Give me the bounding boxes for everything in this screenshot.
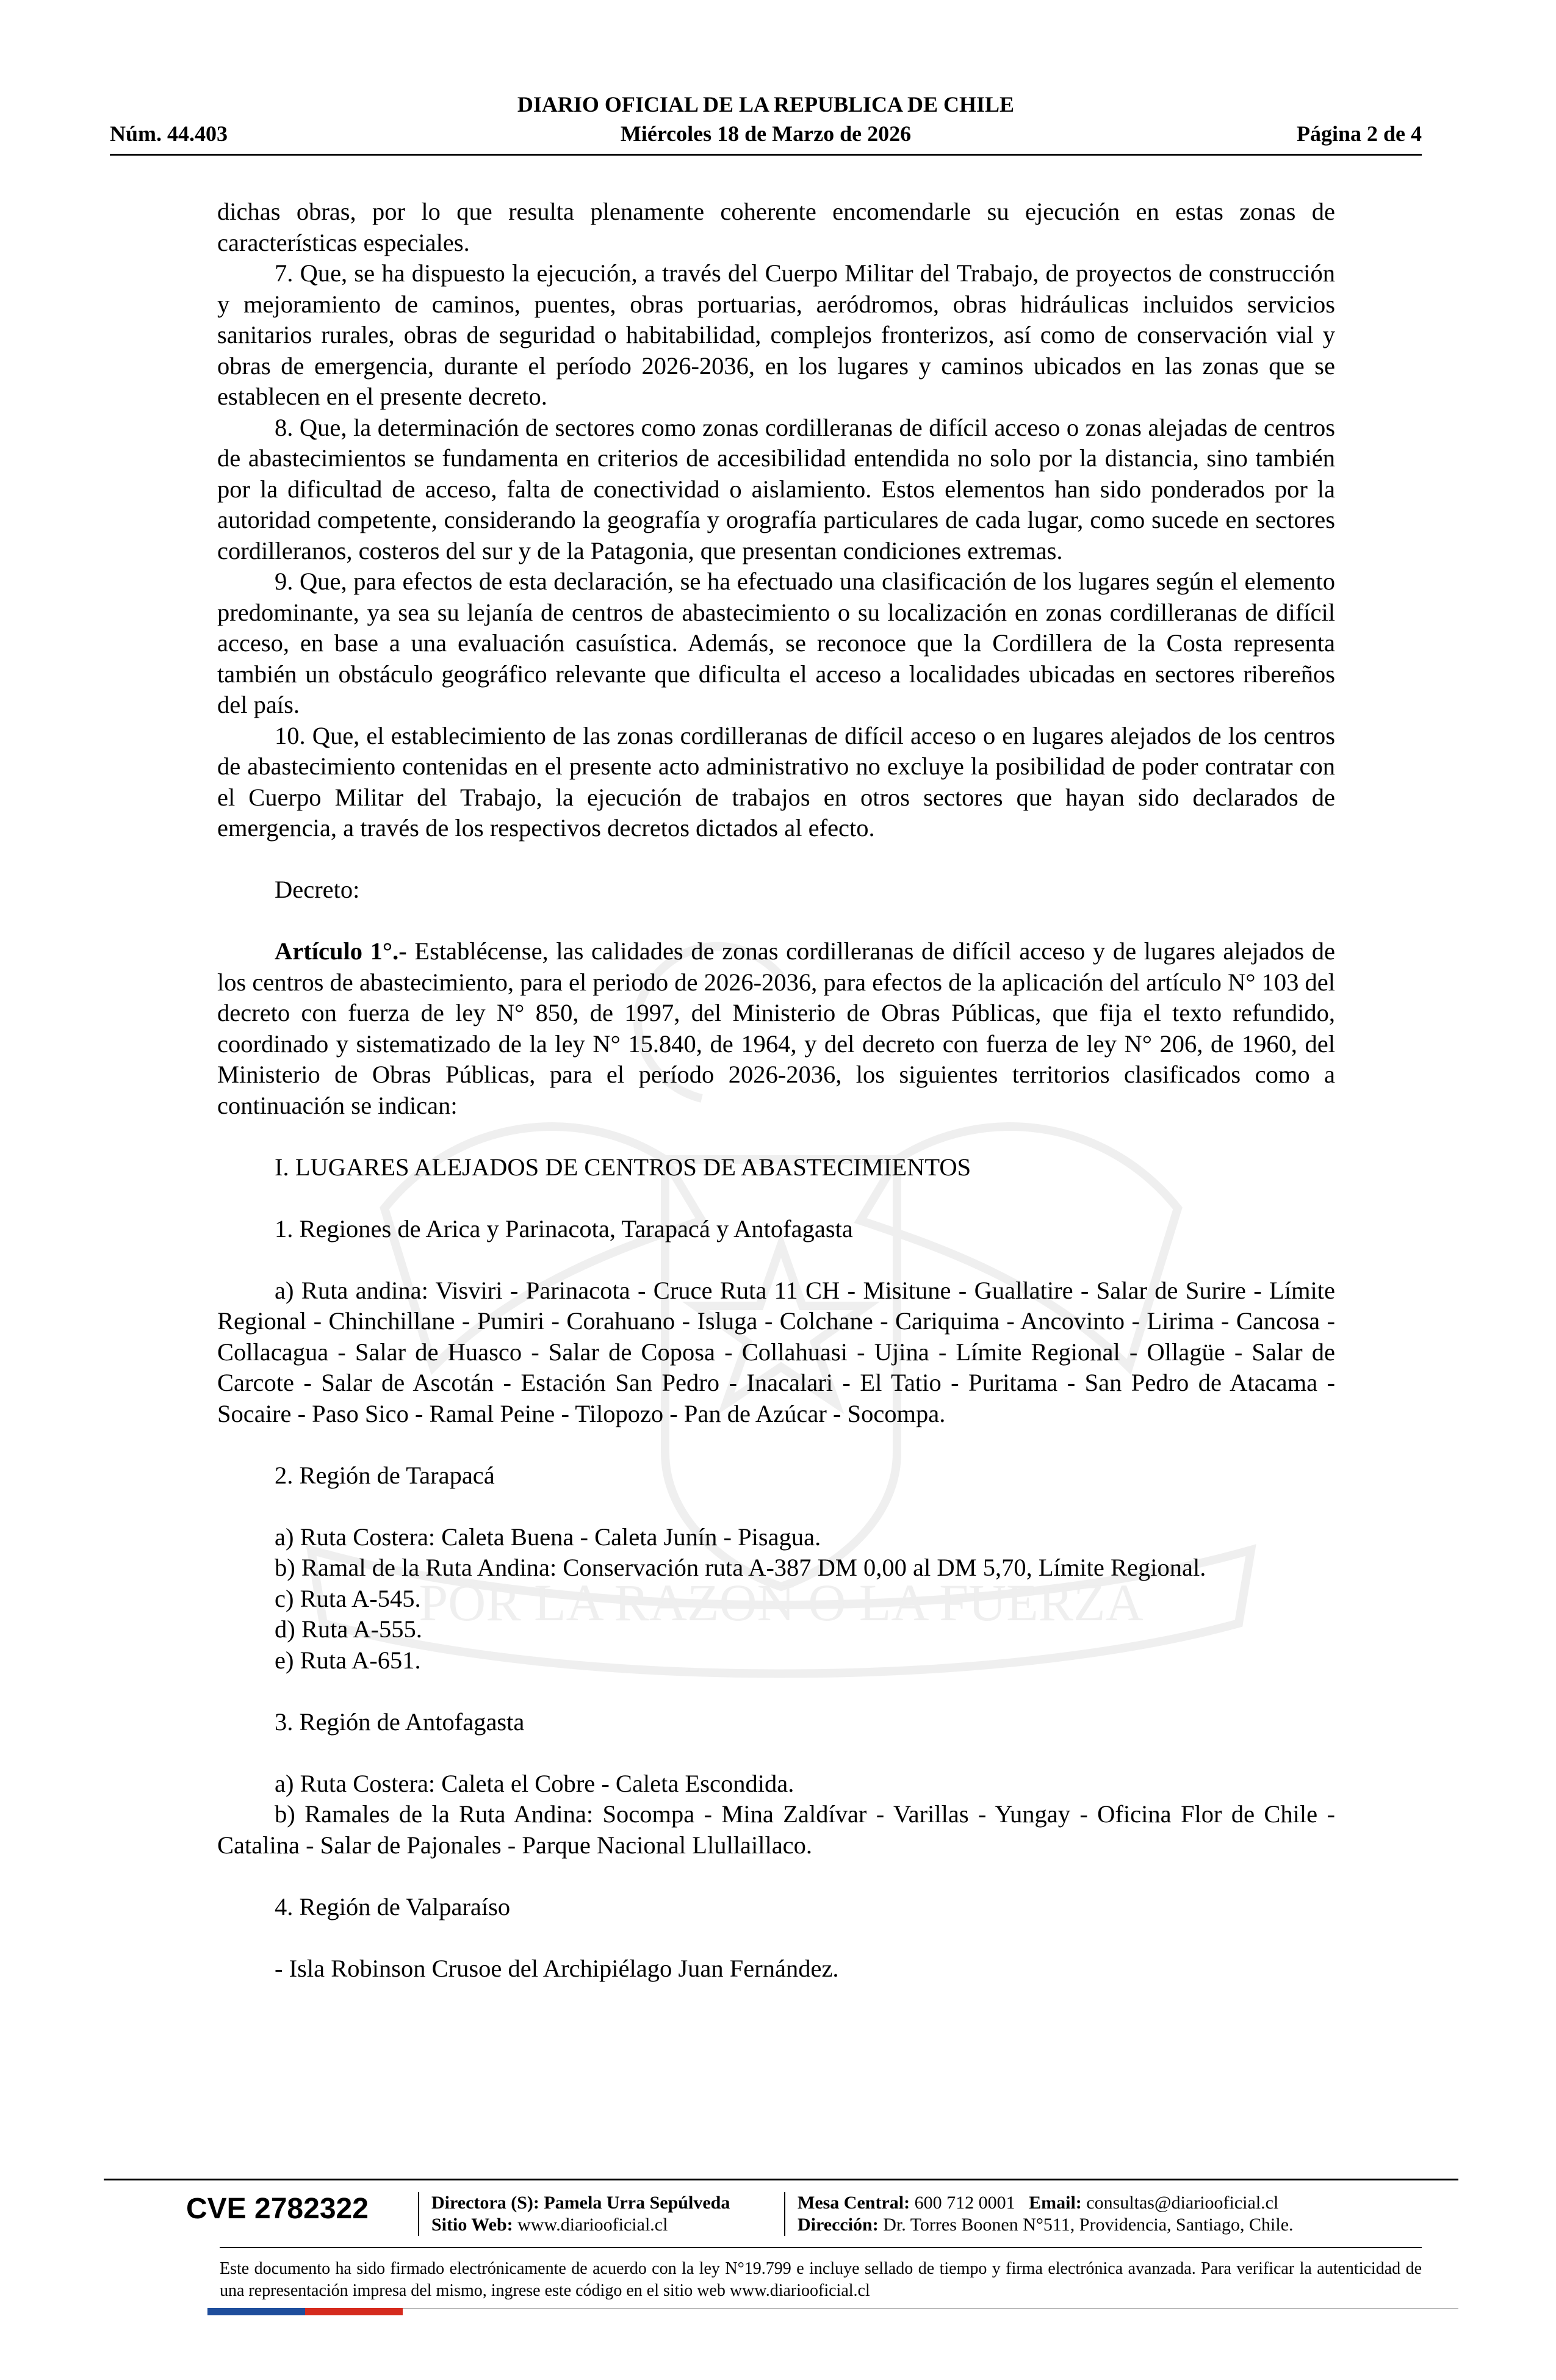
phone-label: Mesa Central:	[798, 2193, 910, 2213]
gazette-title: DIARIO OFICIAL DE LA REPUBLICA DE CHILE	[517, 92, 1015, 117]
section-heading: I. LUGARES ALEJADOS DE CENTROS DE ABASTECIMIENTOS	[275, 1153, 971, 1181]
footer-divider	[104, 2179, 1458, 2180]
paragraph: 10. Que, el establecimiento de las zonas cordilleranas de difícil acceso o en lugares alejados de los centros de abastecimiento contenidas en el presente acto administrativo no excluye la posibilidad de poder contratar con el Cuerpo Militar del Trabajo, la ejecución de trabajos en otros sectores que hayan sido declarados de emergencia, a través de los respectivos decretos dictados al efecto.	[217, 721, 1335, 842]
director-label: Directora (S): Pamela Urra Sepúlveda	[431, 2193, 730, 2213]
page-indicator: Página 2 de 4	[1296, 121, 1422, 146]
address-value: Dr. Torres Boonen N°511, Providencia, Santiago, Chile.	[878, 2215, 1294, 2235]
region-heading: 1. Regiones de Arica y Parinacota, Tarapacá y Antofagasta	[275, 1214, 853, 1242]
page-footer	[104, 2179, 1458, 2337]
paragraph: 9. Que, para efectos de esta declaración, se ha efectuado una clasificación de los lugares según el elemento predominante, ya sea su lejanía de centros de abastecimiento o su localización en zonas cordilleranas de difícil acceso, en base a una evaluación casuística. Además, se reconoce que la Cordillera de la Costa representa también un obstáculo geográfico relevante que dificulta el acceso a localidades ubicadas en sectores ribereños del país.	[217, 568, 1335, 718]
route-item: b) Ramales de la Ruta Andina: Socompa - Mina Zaldívar - Varillas - Yungay - Oficina Flor de Chile - Catalina - Salar de Pajonales - Parque Nacional Llullaillaco.	[217, 1800, 1335, 1859]
website-label: Sitio Web:	[431, 2215, 513, 2235]
route-item: e) Ruta A-651.	[275, 1646, 421, 1674]
header-divider	[110, 154, 1422, 156]
paragraph: dichas obras, por lo que resulta plenamente coherente encomendarle su ejecución en estas zonas de características especiales.	[217, 198, 1335, 256]
email-link[interactable]: consultas@diariooficial.cl	[1081, 2193, 1279, 2213]
region-heading: 2. Región de Tarapacá	[275, 1461, 495, 1489]
route-item: a) Ruta Costera: Caleta Buena - Caleta Junín - Pisagua.	[275, 1523, 821, 1551]
issue-number: Núm. 44.403	[110, 121, 228, 146]
flag-blue-segment	[207, 2308, 305, 2315]
page-header	[110, 92, 1422, 159]
route-item: a) Ruta Costera: Caleta el Cobre - Caleta Escondida.	[275, 1769, 794, 1797]
phone-value: 600 712 0001	[910, 2193, 1015, 2213]
route-item: d) Ruta A-555.	[275, 1615, 422, 1643]
motto-text: POR LA RAZON O LA FUERZA	[419, 1573, 1144, 1632]
footer-note-divider	[220, 2247, 1422, 2248]
region-heading: 4. Región de Valparaíso	[275, 1892, 511, 1920]
footer-contact-left	[418, 2192, 730, 2236]
article-1	[217, 936, 1335, 1121]
cve-code: CVE 2782322	[186, 2193, 369, 2225]
decree-heading: Decreto:	[275, 876, 360, 903]
flag-stripe	[207, 2308, 403, 2315]
paragraph: 7. Que, se ha dispuesto la ejecución, a través del Cuerpo Militar del Trabajo, de proyectos de construcción y mejoramiento de caminos, puentes, obras portuarias, aeródromos, obras hidráulicas incluidos servicios sanitarios rurales, obras de seguridad o habitabilidad, complejos fronterizos, así como de conservación vial y obras de emergencia, durante el período 2026-2036, en los lugares y caminos ubicados en las zonas que se establecen en el presente decreto.	[217, 259, 1335, 410]
footer-contact-right	[784, 2192, 1294, 2236]
website-line	[431, 2214, 730, 2236]
flag-red-segment	[305, 2308, 403, 2315]
phone-email-line	[798, 2192, 1294, 2214]
issue-date: Miércoles 18 de Marzo de 2026	[620, 121, 912, 146]
route-item: b) Ramal de la Ruta Andina: Conservación ruta A-387 DM 0,00 al DM 5,70, Límite Regional.	[275, 1554, 1206, 1581]
region-heading: 3. Región de Antofagasta	[275, 1707, 525, 1736]
article-1-text: Establécense, las calidades de zonas cordilleranas de difícil acceso y de lugares alejados de los centros de abastecimiento, para el periodo de 2026-2036, para efectos de la aplicación del artículo N° 103 del decreto con fuerza de ley N° 850, de 1997, del Ministerio de Obras Públicas, que fija el texto refundido, coordinado y sistematizado de la ley N° 15.840, de 1964, y del decreto con fuerza de ley N° 206, de 1960, del Ministerio de Obras Públicas, para el período 2026-2036, los siguientes territorios clasificados como a continuación se indican:	[217, 937, 1336, 1119]
paragraph: 8. Que, la determinación de sectores como zonas cordilleranas de difícil acceso o zonas alejadas de centros de abastecimientos se fundamenta en criterios de accesibilidad entendida no solo por la distancia, sino también por la dificultad de acceso, falta de conectividad o aislamiento. Estos elementos han sido ponderados por la autoridad competente, considerando la geografía y orografía particulares de cada lugar, como sucede en sectores cordilleranos, costeros del sur y de la Patagonia, que presentan condiciones extremas.	[217, 413, 1335, 564]
route-item: a) Ruta andina: Visviri - Parinacota - Cruce Ruta 11 CH - Misitune - Guallatire - Salar de Surire - Límite Regional - Chinchillane - Pumiri - Corahuano - Isluga - Colchane - Cariquima - Ancovinto - Lirima - Cancosa - Collacagua - Salar de Huasco - Salar de Coposa - Collahuasi - Ujina - Límite Regional - Ollagüe - Salar de Carcote - Salar de Ascotán - Estación San Pedro - Inacalari - El Tatio - Puritama - San Pedro de Atacama - Socaire - Paso Sico - Ramal Peine - Tilopozo - Pan de Azúcar - Socompa.	[217, 1276, 1335, 1427]
email-label: Email:	[1029, 2193, 1082, 2213]
route-item: c) Ruta A-545.	[275, 1584, 421, 1612]
website-link[interactable]: www.diariooficial.cl	[513, 2215, 668, 2235]
footer-bottom-line	[220, 2308, 1458, 2309]
address-label: Dirección:	[798, 2215, 879, 2235]
decree-body	[217, 197, 1335, 1984]
signature-notice: Este documento ha sido firmado electrónicamente de acuerdo con la ley N°19.799 e incluye sellado de tiempo y firma electrónica avanzada. Para verificar la autenticidad de una representación impresa del mismo, ingrese este código en el sitio web www.diariooficial.cl	[220, 2259, 1422, 2300]
address-line	[798, 2214, 1294, 2236]
article-1-label: Artículo 1°.-	[275, 937, 407, 965]
route-item: - Isla Robinson Crusoe del Archipiélago Juan Fernández.	[275, 1954, 839, 1982]
